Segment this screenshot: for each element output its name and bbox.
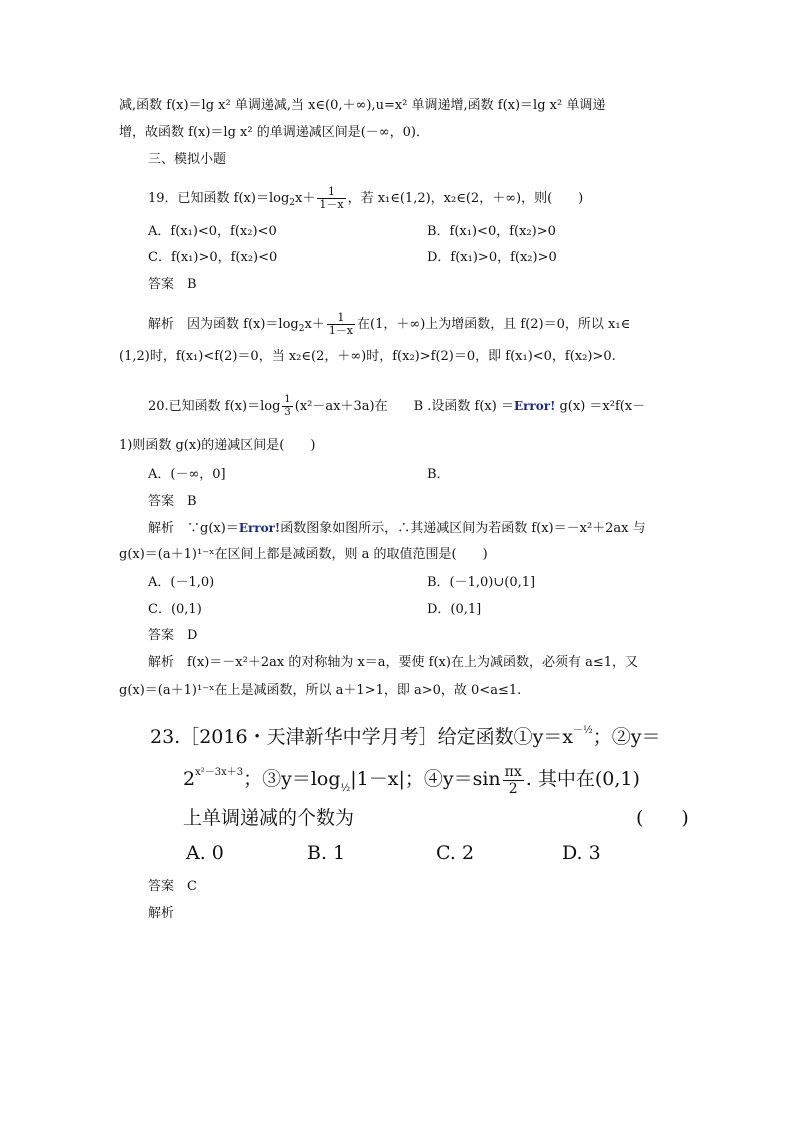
option-c: C．f(x₁)>0，f(x₂)<0	[148, 250, 278, 265]
explanation-line: (1,2)时，f(x₁)<f(2)＝0，当 x₂∈(2，＋∞)时，f(x₂)>f(2)＝0，即 f(x₁)<0，f(x₂)>0.	[119, 349, 616, 364]
fraction: $\frac{1}{1-x}$	[319, 185, 344, 211]
option-c: C. 2	[436, 842, 475, 864]
question-23-line: 上单调递减的个数为	[183, 807, 355, 829]
fraction: $\frac{1}{1-x}$	[328, 311, 354, 337]
question-23-stem: 23.［2016・天津新华中学月考］给定函数$①y=x^{-\frac{1}{2}}$；②y＝	[150, 725, 661, 748]
explanation: 解析 f(x)＝－x²＋2ax 的对称轴为 x＝a，要使 f(x)在上为减函数，必须有 a≤1，又	[148, 655, 638, 670]
answer-blank: ( )	[636, 807, 689, 829]
section-heading: 三、模拟小题	[148, 152, 227, 167]
answer: 答案 D	[148, 628, 198, 643]
fraction: $\frac{\pi x}{2}$	[504, 763, 522, 797]
option-a: A．(－∞，0]	[148, 467, 226, 482]
question-line: 1)则函数 g(x)的递减区间是( )	[119, 438, 316, 453]
log-base: 2	[289, 198, 296, 208]
option-a: A．f(x₁)<0，f(x₂)<0	[148, 224, 277, 239]
explanation: 解析 因为函数 $f(x)=\log_2x+$ $\frac{1}{1-x}$ 在(1，＋∞)上为增函数，且 f(2)＝0，所以 x₁∈	[148, 311, 631, 337]
option-b: B. 1	[307, 842, 346, 864]
error-field: Error!	[238, 521, 281, 535]
explanation-line: g(x)＝(a＋1)¹⁻ˣ在区间上都是减函数，则 a 的取值范围是( )	[119, 547, 488, 562]
option-d: D．f(x₁)>0，f(x₂)>0	[427, 250, 557, 265]
paragraph-line: 减,函数 f(x)＝lg x² 单调递减,当 x∈(0,＋∞),u=x² 单调递增,函数 f(x)＝lg x² 单调递	[119, 98, 606, 113]
explanation: 解析 ∵g(x)＝Error!函数图象如图所示，∴其递减区间为若函数 f(x)＝－x²＋2ax 与	[148, 521, 646, 536]
option-b: B．(－1,0)∪(0,1]	[427, 575, 536, 590]
error-field: Error!	[513, 399, 556, 413]
explanation-line: g(x)＝(a＋1)¹⁻ˣ在上是减函数，所以 a＋1>1，即 a>0，故 0<a≤1.	[119, 683, 522, 698]
option-b: B．	[427, 467, 450, 482]
answer: 答案 B	[148, 277, 197, 292]
question-20-stem: 20.已知函数 f(x)＝log $\frac{1}{3}$ (x²－ax＋3a)在 B .设函数 f(x) ＝Error! g(x) ＝x²f(x－	[148, 394, 646, 418]
option-d: D．(0,1]	[427, 602, 482, 617]
explanation: 解析	[148, 906, 175, 921]
option-d: D. 3	[562, 842, 601, 864]
log-base-fraction: $\frac{1}{3}$	[284, 394, 291, 418]
paragraph-line: 增，故函数 f(x)＝lg x² 的单调递减区间是(－∞，0)．	[119, 125, 429, 140]
option-a: A. 0	[186, 842, 224, 864]
question-23-functions: $2^{x^2-3x+3}$；$③y=\log_{\frac{1}{2}}|1-x|$；④y＝sin $\frac{\pi x}{2}$ . 其中在(0,1)	[183, 763, 640, 797]
question-19-stem: 19．已知函数 $f(x)=\log_2x+$ $\frac{1}{1-x}$ ，若 x₁∈(1,2)，x₂∈(2，＋∞)，则( )	[148, 185, 584, 211]
option-c: C．(0,1)	[148, 602, 202, 617]
answer: 答案 C	[148, 879, 197, 894]
option-b: B．f(x₁)<0，f(x₂)>0	[427, 224, 556, 239]
option-a: A．(－1,0)	[148, 575, 215, 590]
answer: 答案 B	[148, 494, 197, 509]
